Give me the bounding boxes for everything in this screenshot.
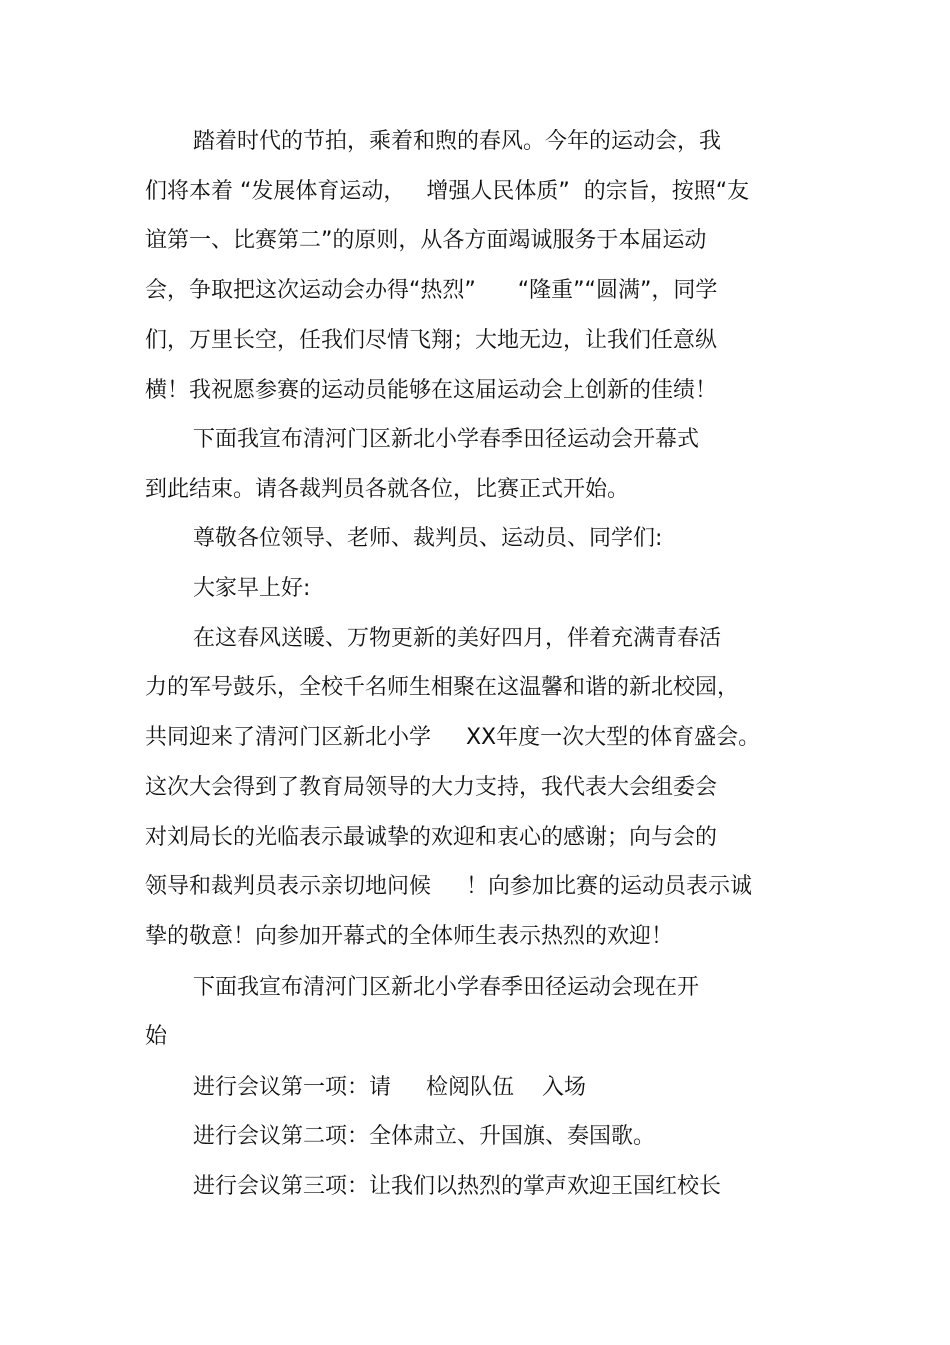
text-line: 到此结束。请各裁判员各就各位，比赛正式开始。	[145, 477, 630, 502]
text-line: 们，万里长空，任我们尽情飞翔；大地无边，让我们任意纵	[145, 328, 718, 353]
text-line: 会，争取把这次运动会办得“热烈” “隆重”“圆满”，同学	[145, 278, 718, 303]
text-line: 共同迎来了清河门区新北小学 XX年度一次大型的体育盛会。	[145, 725, 761, 750]
text-line: 谊第一、比赛第二”的原则，从各方面竭诚服务于本届运动	[145, 228, 707, 253]
text-line: 下面我宣布清河门区新北小学春季田径运动会现在开	[193, 975, 700, 1000]
text-line: 进行会议第二项：全体肃立、升国旗、奏国歌。	[193, 1124, 656, 1149]
text-line: 横！我祝愿参赛的运动员能够在这届运动会上创新的佳绩！	[145, 378, 718, 403]
text-line: 在这春风送暖、万物更新的美好四月，伴着充满青春活	[193, 626, 722, 651]
text-line: 踏着时代的节拍，乘着和煦的春风。今年的运动会，我	[193, 129, 722, 154]
text-line: 力的军号鼓乐，全校千名师生相聚在这温馨和谐的新北校园，	[145, 675, 740, 700]
text-line: 进行会议第三项：让我们以热烈的掌声欢迎王国红校长	[193, 1174, 722, 1199]
text-line: 下面我宣布清河门区新北小学春季田径运动会开幕式	[193, 427, 700, 452]
text-line: 这次大会得到了教育局领导的大力支持，我代表大会组委会	[145, 775, 718, 800]
text-line: 对刘局长的光临表示最诚挚的欢迎和衷心的感谢；向与会的	[145, 825, 718, 850]
text-line: 进行会议第一项：请 检阅队伍 入场	[193, 1075, 586, 1100]
text-line: 挚的敬意！向参加开幕式的全体师生表示热烈的欢迎！	[145, 924, 674, 949]
text-line: 尊敬各位领导、老师、裁判员、运动员、同学们:	[193, 526, 663, 551]
text-line: 们将本着 “发展体育运动， 增强人民体质” 的宗旨，按照“友	[145, 179, 750, 204]
text-line: 大家早上好:	[193, 576, 311, 601]
text-line: 始	[145, 1024, 168, 1049]
text-line: 领导和裁判员表示亲切地问候 ！向参加比赛的运动员表示诚	[145, 874, 752, 899]
